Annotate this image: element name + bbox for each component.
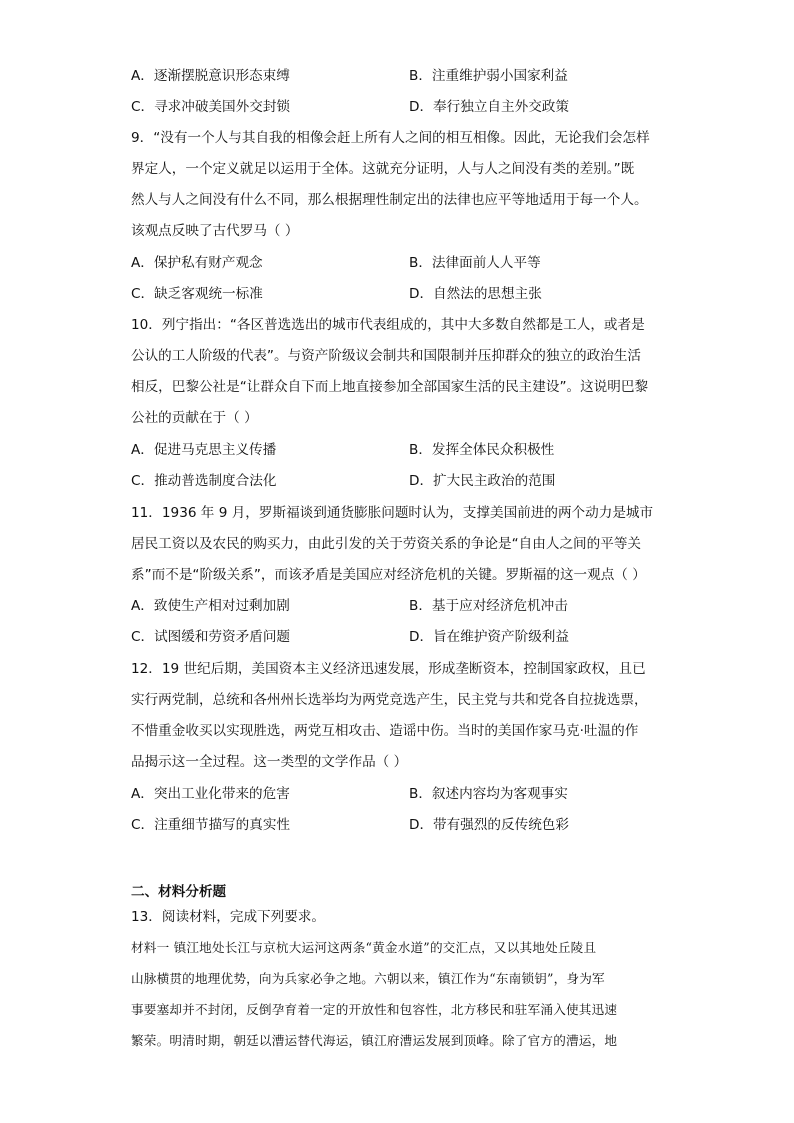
section-heading: 二、材料分析题 <box>131 884 227 900</box>
q10-stem-line: 相反，巴黎公社是“让群众自下而上地直接参加全部国家生活的民主建设”。这说明巴黎 <box>131 379 649 395</box>
q9-stem-line: 该观点反映了古代罗马（ ） <box>131 223 299 239</box>
q12-stem-line: 不惜重金收买以实现胜选，两党互相攻击、造谣中伤。当时的美国作家马克·吐温的作 <box>131 723 639 739</box>
q12-option-b: B．叙述内容均为客观事实 <box>409 786 568 802</box>
q11-option-d: D．旨在维护资产阶级利益 <box>409 629 569 645</box>
q9-option-c: C．缺乏客观统一标准 <box>131 286 263 302</box>
q10-stem-line: 公认的工人阶级的代表”。与资产阶级议会制共和国限制并压抑群众的独立的政治生活 <box>131 348 642 364</box>
material-line: 山脉横贯的地理优势，向为兵家必争之地。六朝以来，镇江作为“东南锁钥”，身为军 <box>131 971 605 986</box>
material-line: 繁荣。明清时期，朝廷以漕运替代海运，镇江府漕运发展到顶峰。除了官方的漕运，地 <box>131 1033 618 1048</box>
material-line: 材料一 镇江地处长江与京杭大运河这两条“黄金水道”的交汇点，又以其地处丘陵且 <box>131 940 597 955</box>
q8-option-d: D．奉行独立自主外交政策 <box>409 99 569 115</box>
q12-stem-line: 实行两党制，总统和各州州长选举均为两党竞选产生，民主党与共和党各自拉拢选票， <box>131 692 648 708</box>
q12-stem-line: 12．19 世纪后期，美国资本主义经济迅速发展，形成垄断资本，控制国家政权，且已 <box>131 661 646 677</box>
q12-option-c: C．注重细节描写的真实性 <box>131 817 291 833</box>
q11-stem-line: 系”而不是“阶级关系”，而该矛盾是美国应对经济危机的关键。罗斯福的这一观点（ ） <box>131 567 646 583</box>
q10-stem-line: 10．列宁指出：“各区普选选出的城市代表组成的，其中大多数自然都是工人，或者是 <box>131 317 645 333</box>
q11-option-b: B．基于应对经济危机冲击 <box>409 598 568 614</box>
q8-option-c: C．寻求冲破美国外交封锁 <box>131 99 291 115</box>
q10-option-c: C．推动普选制度合法化 <box>131 473 277 489</box>
q12-stem-line: 品揭示这一全过程。这一类型的文学作品（ ） <box>131 754 408 770</box>
q9-option-d: D．自然法的思想主张 <box>409 286 542 302</box>
q10-option-d: D．扩大民主政治的范围 <box>409 473 556 489</box>
q10-stem-line: 公社的贡献在于（ ） <box>131 410 258 426</box>
q8-option-a: A．逐渐摆脱意识形态束缚 <box>131 68 290 84</box>
q13-intro: 13．阅读材料，完成下列要求。 <box>131 909 326 925</box>
material-line: 事要塞却并不封闭，反倒孕育着一定的开放性和包容性，北方移民和驻军涌入使其迅速 <box>131 1002 618 1017</box>
q10-option-b: B．发挥全体民众积极性 <box>409 442 555 458</box>
q12-option-d: D．带有强烈的反传统色彩 <box>409 817 569 833</box>
q9-option-a: A．保护私有财产观念 <box>131 255 263 271</box>
q11-stem-line: 11．1936 年 9 月，罗斯福谈到通货膨胀问题时认为，支撑美国前进的两个动力是城市 <box>131 505 654 521</box>
q9-option-b: B．法律面前人人平等 <box>409 255 541 271</box>
q11-stem-line: 居民工资以及农民的购买力，由此引发的关于劳资关系的争论是“自由人之间的平等关 <box>131 536 642 552</box>
q9-stem-line: 然人与人之间没有什么不同，那么根据理性制定出的法律也应平等地适用于每一个人。 <box>131 192 648 208</box>
q11-option-a: A．致使生产相对过剩加剧 <box>131 598 290 614</box>
q8-option-b: B．注重维护弱小国家利益 <box>409 68 568 84</box>
q9-stem-line: 9．“没有一个人与其自我的相像会赶上所有人之间的相互相像。因此，无论我们会怎样 <box>131 130 650 146</box>
q11-option-c: C．试图缓和劳资矛盾问题 <box>131 629 291 645</box>
q9-stem-line: 界定人，一个定义就足以运用于全体。这就充分证明，人与人之间没有类的差别。”既 <box>131 161 635 177</box>
q12-option-a: A．突出工业化带来的危害 <box>131 786 290 802</box>
q10-option-a: A．促进马克思主义传播 <box>131 442 277 458</box>
